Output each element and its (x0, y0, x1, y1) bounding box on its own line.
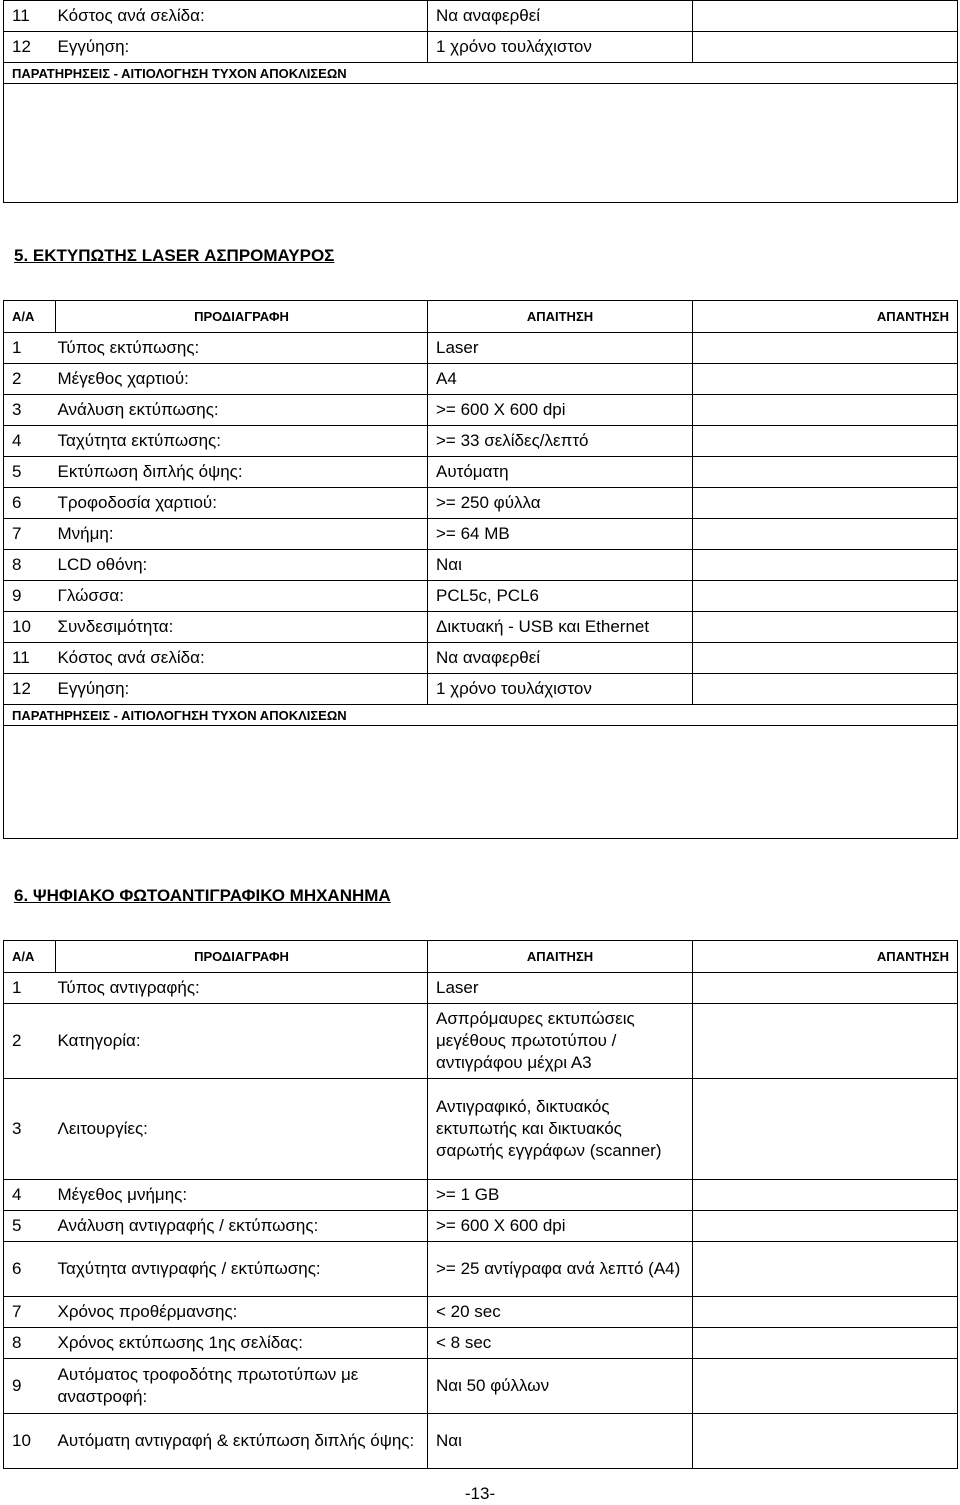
notes-area[interactable] (4, 726, 958, 839)
row-number: 8 (4, 1328, 56, 1359)
answer-cell[interactable] (693, 1180, 958, 1211)
table-row (4, 643, 958, 674)
requirement-cell: PCL5c, PCL6 (428, 581, 693, 612)
answer-cell[interactable] (693, 32, 958, 63)
row-number: 10 (4, 612, 56, 643)
spec-cell: Αυτόματη αντιγραφή & εκτύπωση διπλής όψης: (56, 1414, 428, 1469)
answer-cell[interactable] (693, 550, 958, 581)
row-number: 1 (4, 973, 56, 1004)
notes-label: ΠΑΡΑΤΗΡΗΣΕΙΣ - ΑΙΤΙΟΛΟΓΗΣΗ ΤΥΧΟΝ ΑΠΟΚΛΙΣΕΩΝ (4, 705, 958, 726)
row-number: 9 (4, 1359, 56, 1414)
row-number: 2 (4, 364, 56, 395)
spec-cell: Χρόνος προθέρμανσης: (56, 1297, 428, 1328)
answer-cell[interactable] (693, 1414, 958, 1469)
row-number: 5 (4, 457, 56, 488)
row-number: 1 (4, 333, 56, 364)
table-row (4, 1211, 958, 1242)
requirement-cell: >= 33 σελίδες/λεπτό (428, 426, 693, 457)
answer-cell[interactable] (693, 519, 958, 550)
section-5-table (3, 300, 958, 839)
row-number: 7 (4, 519, 56, 550)
requirement-cell: Να αναφερθεί (428, 643, 693, 674)
answer-cell[interactable] (693, 1359, 958, 1414)
spec-cell: Μέγεθος χαρτιού: (56, 364, 428, 395)
spec-cell: Τύπος αντιγραφής: (56, 973, 428, 1004)
table-row (4, 973, 958, 1004)
header-row (4, 941, 958, 973)
top-spec-table (3, 0, 958, 203)
requirement-cell: >= 25 αντίγραφα ανά λεπτό (A4) (428, 1242, 693, 1297)
notes-label: ΠΑΡΑΤΗΡΗΣΕΙΣ - ΑΙΤΙΟΛΟΓΗΣΗ ΤΥΧΟΝ ΑΠΟΚΛΙΣΕΩΝ (4, 63, 958, 84)
requirement-cell: Αυτόματη (428, 457, 693, 488)
table-row (4, 426, 958, 457)
section-6-title: 6. ΨΗΦΙΑΚΟ ΦΩΤΟΑΝΤΙΓΡΑΦΙΚΟ ΜΗΧΑΝΗΜΑ (14, 886, 391, 905)
requirement-cell: >= 64 MB (428, 519, 693, 550)
spec-cell: Γλώσσα: (56, 581, 428, 612)
table-row (4, 674, 958, 705)
spec-cell: Χρόνος εκτύπωσης 1ης σελίδας: (56, 1328, 428, 1359)
row-number: 11 (4, 1, 56, 32)
requirement-cell: < 20 sec (428, 1297, 693, 1328)
spec-cell: Συνδεσιμότητα: (56, 612, 428, 643)
header-aa: Α/Α (4, 941, 56, 973)
requirement-cell: Laser (428, 333, 693, 364)
answer-cell[interactable] (693, 488, 958, 519)
table-row (4, 364, 958, 395)
requirement-cell: A4 (428, 364, 693, 395)
spec-cell: Αυτόματος τροφοδότης πρωτοτύπων με αναστροφή: (56, 1359, 428, 1414)
header-requirement: ΑΠΑΙΤΗΣΗ (428, 301, 693, 333)
requirement-cell: < 8 sec (428, 1328, 693, 1359)
spec-cell: Τροφοδοσία χαρτιού: (56, 488, 428, 519)
spec-cell: Λειτουργίες: (56, 1079, 428, 1180)
row-number: 12 (4, 674, 56, 705)
header-aa: Α/Α (4, 301, 56, 333)
header-spec: ΠΡΟΔΙΑΓΡΑΦΗ (56, 941, 428, 973)
section-5-title: 5. ΕΚΤΥΠΩΤΗΣ LASER ΑΣΠΡΟΜΑΥΡΟΣ (14, 246, 335, 265)
table-row (4, 488, 958, 519)
table-row (4, 1, 958, 32)
table-row (4, 581, 958, 612)
answer-cell[interactable] (693, 643, 958, 674)
spec-cell: Τύπος εκτύπωσης: (56, 333, 428, 364)
header-row (4, 301, 958, 333)
spec-cell: LCD οθόνη: (56, 550, 428, 581)
spec-cell: Εγγύηση: (56, 32, 428, 63)
answer-cell[interactable] (693, 674, 958, 705)
section-6-table (3, 940, 958, 1469)
spec-cell: Μνήμη: (56, 519, 428, 550)
spec-cell: Ανάλυση εκτύπωσης: (56, 395, 428, 426)
answer-cell[interactable] (693, 1, 958, 32)
answer-cell[interactable] (693, 1211, 958, 1242)
row-number: 5 (4, 1211, 56, 1242)
table-row (4, 1242, 958, 1297)
requirement-cell: >= 250 φύλλα (428, 488, 693, 519)
requirement-cell: Αντιγραφικό, δικτυακός εκτυπωτής και δικτυακός σαρωτής εγγράφων (scanner) (428, 1079, 693, 1180)
table-row (4, 612, 958, 643)
answer-cell[interactable] (693, 1242, 958, 1297)
spec-cell: Κόστος ανά σελίδα: (56, 643, 428, 674)
requirement-cell: >= 600 X 600 dpi (428, 1211, 693, 1242)
answer-cell[interactable] (693, 1004, 958, 1079)
table-row (4, 1297, 958, 1328)
requirement-cell: Laser (428, 973, 693, 1004)
requirement-cell: 1 χρόνο τουλάχιστον (428, 674, 693, 705)
header-requirement: ΑΠΑΙΤΗΣΗ (428, 941, 693, 973)
spec-cell: Ταχύτητα αντιγραφής / εκτύπωσης: (56, 1242, 428, 1297)
table-row (4, 457, 958, 488)
spec-cell: Κατηγορία: (56, 1004, 428, 1079)
row-number: 3 (4, 395, 56, 426)
header-answer: ΑΠΑΝΤΗΣΗ (693, 301, 958, 333)
row-number: 6 (4, 1242, 56, 1297)
answer-cell[interactable] (693, 612, 958, 643)
table-row (4, 395, 958, 426)
table-row (4, 1004, 958, 1079)
header-answer: ΑΠΑΝΤΗΣΗ (693, 941, 958, 973)
table-row (4, 1414, 958, 1469)
requirement-cell: >= 600 X 600 dpi (428, 395, 693, 426)
spec-cell: Εγγύηση: (56, 674, 428, 705)
answer-cell[interactable] (693, 1297, 958, 1328)
answer-cell[interactable] (693, 426, 958, 457)
row-number: 11 (4, 643, 56, 674)
answer-cell[interactable] (693, 457, 958, 488)
answer-cell[interactable] (693, 1079, 958, 1180)
spec-cell: Ταχύτητα εκτύπωσης: (56, 426, 428, 457)
row-number: 3 (4, 1079, 56, 1180)
row-number: 7 (4, 1297, 56, 1328)
table-row (4, 1359, 958, 1414)
header-spec: ΠΡΟΔΙΑΓΡΑΦΗ (56, 301, 428, 333)
table-row (4, 333, 958, 364)
row-number: 8 (4, 550, 56, 581)
row-number: 6 (4, 488, 56, 519)
row-number: 4 (4, 1180, 56, 1211)
answer-cell[interactable] (693, 395, 958, 426)
row-number: 2 (4, 1004, 56, 1079)
table-row (4, 1180, 958, 1211)
page-number: -13- (464, 1484, 496, 1503)
spec-cell: Κόστος ανά σελίδα: (56, 1, 428, 32)
answer-cell[interactable] (693, 973, 958, 1004)
answer-cell[interactable] (693, 581, 958, 612)
requirement-cell: Ναι 50 φύλλων (428, 1359, 693, 1414)
table-row (4, 550, 958, 581)
row-number: 12 (4, 32, 56, 63)
requirement-cell: >= 1 GB (428, 1180, 693, 1211)
spec-cell: Εκτύπωση διπλής όψης: (56, 457, 428, 488)
table-row (4, 32, 958, 63)
requirement-cell: Δικτυακή - USB και Ethernet (428, 612, 693, 643)
spec-cell: Μέγεθος μνήμης: (56, 1180, 428, 1211)
table-row (4, 1328, 958, 1359)
table-row (4, 1079, 958, 1180)
notes-area[interactable] (4, 84, 958, 203)
row-number: 4 (4, 426, 56, 457)
spec-cell: Ανάλυση αντιγραφής / εκτύπωσης: (56, 1211, 428, 1242)
answer-cell[interactable] (693, 1328, 958, 1359)
row-number: 9 (4, 581, 56, 612)
answer-cell[interactable] (693, 333, 958, 364)
requirement-cell: Ναι (428, 550, 693, 581)
table-row (4, 519, 958, 550)
requirement-cell: 1 χρόνο τουλάχιστον (428, 32, 693, 63)
requirement-cell: Ναι (428, 1414, 693, 1469)
requirement-cell: Ασπρόμαυρες εκτυπώσεις μεγέθους πρωτοτύπου / αντιγράφου μέχρι Α3 (428, 1004, 693, 1079)
answer-cell[interactable] (693, 364, 958, 395)
row-number: 10 (4, 1414, 56, 1469)
requirement-cell: Να αναφερθεί (428, 1, 693, 32)
